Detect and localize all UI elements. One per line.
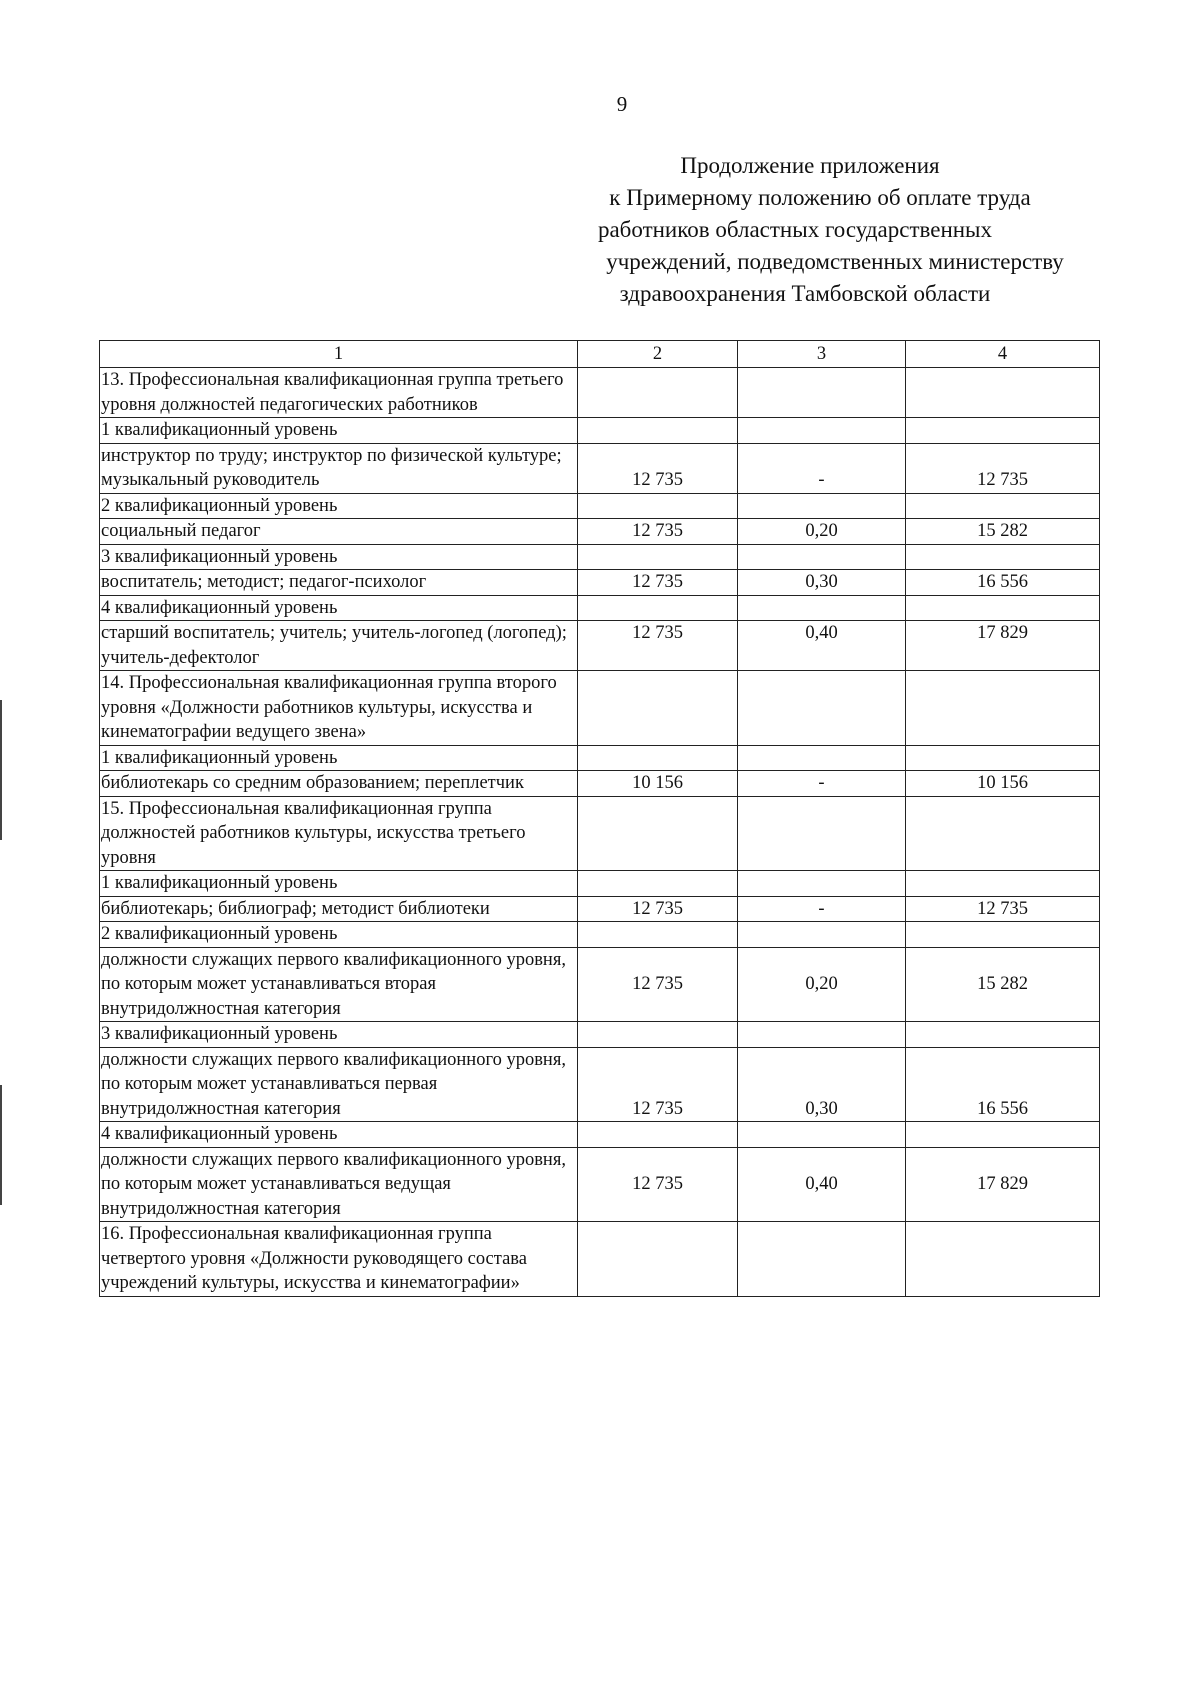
salary-table [99,340,1100,1297]
base-salary-cell: 12 735 [578,443,738,493]
coefficient-cell: 0,30 [738,570,906,596]
salary-cell [906,368,1100,418]
position-cell: 13. Профессиональная квалификационная группа третьего уровня должностей педагогических работников [100,368,578,418]
coefficient-cell [738,1222,906,1297]
base-salary-cell [578,1222,738,1297]
base-salary-cell [578,418,738,444]
position-cell: библиотекарь со средним образованием; переплетчик [100,771,578,797]
level-row [100,922,1100,948]
salary-cell [906,671,1100,746]
position-cell: инструктор по труду; инструктор по физической культуре; музыкальный руководитель [100,443,578,493]
level-row [100,493,1100,519]
position-row [100,1147,1100,1222]
salary-cell [906,1022,1100,1048]
salary-cell: 16 556 [906,570,1100,596]
heading-line: учреждений, подведомственных министерству [606,249,1064,274]
coefficient-cell [738,796,906,871]
base-salary-cell [578,671,738,746]
level-row [100,745,1100,771]
salary-cell [906,796,1100,871]
base-salary-cell: 12 735 [578,570,738,596]
group-row [100,671,1100,746]
group-row [100,368,1100,418]
coefficient-cell: 0,20 [738,947,906,1022]
salary-cell: 16 556 [906,1047,1100,1122]
coefficient-cell [738,544,906,570]
base-salary-cell: 10 156 [578,771,738,797]
coefficient-cell: 0,30 [738,1047,906,1122]
position-cell: воспитатель; методист; педагог-психолог [100,570,578,596]
position-cell: 2 квалификационный уровень [100,922,578,948]
column-header: 1 [100,341,578,368]
page-number: 9 [616,92,628,116]
base-salary-cell: 12 735 [578,621,738,671]
position-cell: 1 квалификационный уровень [100,745,578,771]
coefficient-cell [738,595,906,621]
position-cell: 3 квалификационный уровень [100,1022,578,1048]
position-row [100,621,1100,671]
coefficient-cell: 0,20 [738,519,906,545]
salary-cell [906,418,1100,444]
base-salary-cell [578,745,738,771]
base-salary-cell: 12 735 [578,1147,738,1222]
position-cell: 1 квалификационный уровень [100,871,578,897]
position-cell: 4 квалификационный уровень [100,595,578,621]
salary-cell [906,493,1100,519]
heading-line: работников областных государственных [597,217,993,242]
level-row [100,871,1100,897]
base-salary-cell: 12 735 [578,947,738,1022]
salary-cell: 17 829 [906,621,1100,671]
salary-cell [906,544,1100,570]
position-cell: 4 квалификационный уровень [100,1122,578,1148]
position-row [100,570,1100,596]
salary-cell [906,745,1100,771]
base-salary-cell [578,796,738,871]
scan-edge-mark [0,700,2,840]
position-row [100,771,1100,797]
salary-cell: 15 282 [906,947,1100,1022]
coefficient-cell [738,922,906,948]
level-row [100,1122,1100,1148]
coefficient-cell [738,871,906,897]
position-row [100,443,1100,493]
position-row [100,1047,1100,1122]
position-cell: должности служащих первого квалификационного уровня, по которым может устанавливаться первая внутридолжностная категория [100,1047,578,1122]
salary-cell: 12 735 [906,896,1100,922]
position-cell: старший воспитатель; учитель; учитель-логопед (логопед); учитель-дефектолог [100,621,578,671]
base-salary-cell [578,1122,738,1148]
salary-cell: 15 282 [906,519,1100,545]
position-row [100,896,1100,922]
position-cell: должности служащих первого квалификационного уровня, по которым может устанавливаться ведущая внутридолжностная категория [100,1147,578,1222]
scan-edge-mark [0,1085,2,1205]
position-cell: 3 квалификационный уровень [100,544,578,570]
position-cell: 15. Профессиональная квалификационная группа должностей работников культуры, искусства третьего уровня [100,796,578,871]
base-salary-cell [578,544,738,570]
coefficient-cell [738,1122,906,1148]
coefficient-cell: 0,40 [738,621,906,671]
coefficient-cell [738,368,906,418]
coefficient-cell: - [738,443,906,493]
column-header: 4 [906,341,1100,368]
position-row [100,519,1100,545]
base-salary-cell [578,871,738,897]
position-cell: 1 квалификационный уровень [100,418,578,444]
column-header: 3 [738,341,906,368]
position-cell: 14. Профессиональная квалификационная группа второго уровня «Должности работников культуры, искусства и кинематографии ведущего звена» [100,671,578,746]
position-cell: социальный педагог [100,519,578,545]
group-row [100,1222,1100,1297]
column-header: 2 [578,341,738,368]
salary-cell: 10 156 [906,771,1100,797]
position-row [100,947,1100,1022]
base-salary-cell: 12 735 [578,1047,738,1122]
coefficient-cell: - [738,896,906,922]
level-row [100,418,1100,444]
position-cell: 16. Профессиональная квалификационная группа четвертого уровня «Должности руководящего состава учреждений культуры, искусства и кинематографии» [100,1222,578,1297]
base-salary-cell [578,368,738,418]
heading-line: к Примерному положению об оплате труда [609,185,1031,210]
appendix-heading [480,150,1160,310]
level-row [100,544,1100,570]
coefficient-cell [738,418,906,444]
coefficient-cell [738,1022,906,1048]
coefficient-cell: - [738,771,906,797]
salary-cell [906,871,1100,897]
salary-cell [906,595,1100,621]
group-row [100,796,1100,871]
level-row [100,595,1100,621]
position-cell: должности служащих первого квалификационного уровня, по которым может устанавливаться вторая внутридолжностная категория [100,947,578,1022]
base-salary-cell [578,493,738,519]
table-body [100,368,1100,1297]
coefficient-cell: 0,40 [738,1147,906,1222]
salary-cell [906,922,1100,948]
salary-cell [906,1122,1100,1148]
base-salary-cell [578,595,738,621]
salary-cell [906,1222,1100,1297]
base-salary-cell: 12 735 [578,896,738,922]
column-number-row [100,341,1100,368]
position-cell: 2 квалификационный уровень [100,493,578,519]
base-salary-cell [578,1022,738,1048]
base-salary-cell: 12 735 [578,519,738,545]
position-cell: библиотекарь; библиограф; методист библиотеки [100,896,578,922]
heading-line: Продолжение приложения [680,153,940,178]
level-row [100,1022,1100,1048]
heading-line: здравоохранения Тамбовской области [619,281,991,306]
salary-cell: 12 735 [906,443,1100,493]
coefficient-cell [738,745,906,771]
coefficient-cell [738,493,906,519]
salary-cell: 17 829 [906,1147,1100,1222]
base-salary-cell [578,922,738,948]
coefficient-cell [738,671,906,746]
